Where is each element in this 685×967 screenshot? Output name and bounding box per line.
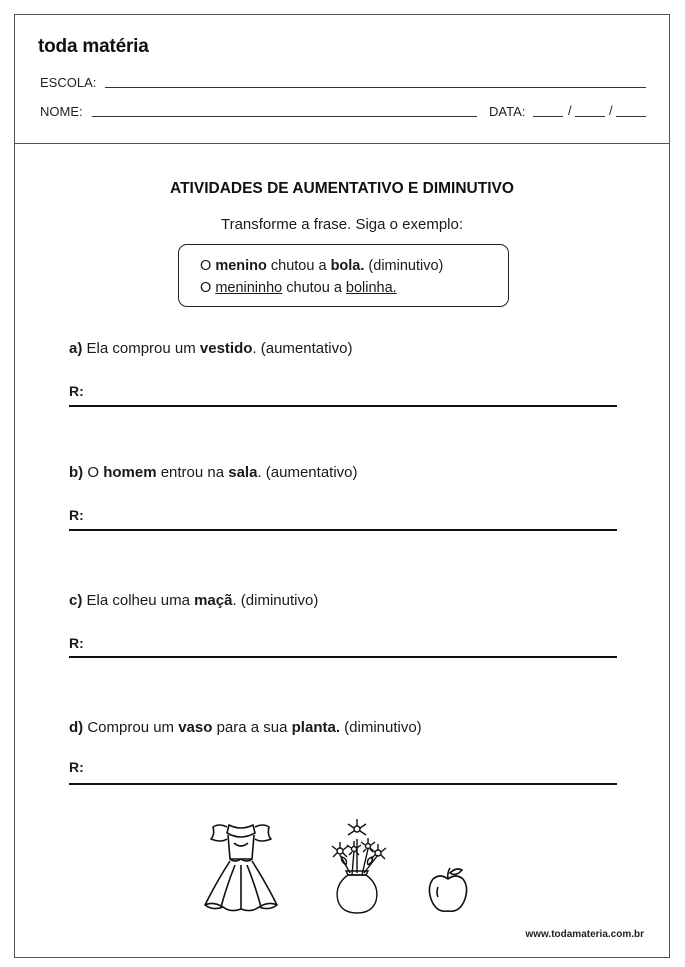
date-separator: / — [609, 103, 613, 118]
text: entrou na — [156, 464, 229, 481]
answer-line-c[interactable] — [69, 656, 617, 658]
school-label: ESCOLA: — [40, 75, 97, 90]
bold-word: vaso — [178, 719, 213, 736]
question-c — [69, 592, 318, 609]
date-separator: / — [568, 103, 572, 118]
text: chutou a — [282, 280, 346, 296]
answer-line-a[interactable] — [69, 405, 617, 407]
text: O — [200, 280, 216, 296]
text: Ela comprou um — [82, 340, 200, 357]
answer-label-c: R: — [69, 635, 84, 651]
answer-line-d[interactable] — [69, 783, 617, 785]
question-letter: b) — [69, 464, 84, 481]
example-line-1 — [200, 255, 508, 277]
text: . (aumentativo) — [257, 464, 358, 481]
school-line[interactable] — [105, 87, 646, 88]
date-year-line[interactable] — [616, 116, 646, 117]
date-label: DATA: — [489, 104, 526, 119]
answer-label-b: R: — [69, 507, 84, 523]
flower-vase-icon — [322, 815, 392, 915]
answer-label-d: R: — [69, 759, 84, 775]
question-letter: c) — [69, 592, 83, 609]
name-label: NOME: — [40, 104, 83, 119]
text: . (diminutivo) — [232, 592, 319, 609]
text: O — [83, 464, 104, 481]
instruction: Transforme a frase. Siga o exemplo: — [220, 216, 464, 233]
underlined-word: menininho — [215, 280, 283, 296]
text: Comprou um — [83, 719, 179, 736]
question-d — [69, 719, 422, 736]
text: (diminutivo) — [364, 258, 444, 274]
bold-word: vestido — [199, 340, 253, 357]
page-title: ATIVIDADES DE AUMENTATIVO E DIMINUTIVO — [170, 180, 514, 197]
question-b — [69, 464, 358, 481]
footer-url: www.todamateria.com.br — [525, 929, 644, 940]
dress-icon — [199, 819, 283, 915]
bold-word: sala — [228, 464, 258, 481]
text: chutou a — [266, 258, 331, 274]
name-line[interactable] — [92, 116, 477, 117]
header — [15, 15, 669, 144]
text: O — [200, 258, 216, 274]
bold-word: homem — [103, 464, 157, 481]
text: . (aumentativo) — [252, 340, 353, 357]
example-line-2 — [200, 277, 508, 299]
text: (diminutivo) — [339, 719, 422, 736]
bold-word: planta. — [291, 719, 340, 736]
date-day-line[interactable] — [533, 116, 563, 117]
logo: toda matéria — [38, 36, 149, 57]
answer-line-b[interactable] — [69, 529, 617, 531]
bold-word: maçã — [194, 592, 233, 609]
question-letter: a) — [69, 340, 83, 357]
underlined-word: bolinha. — [345, 280, 397, 296]
apple-icon — [426, 865, 470, 915]
question-a — [69, 340, 352, 357]
text: Ela colheu uma — [82, 592, 195, 609]
question-letter: d) — [69, 719, 84, 736]
bold-word: bola. — [330, 258, 365, 274]
worksheet — [14, 14, 670, 958]
bold-word: menino — [215, 258, 267, 274]
example-box — [178, 244, 509, 307]
text: para a sua — [212, 719, 292, 736]
date-month-line[interactable] — [575, 116, 605, 117]
answer-label-a: R: — [69, 383, 84, 399]
